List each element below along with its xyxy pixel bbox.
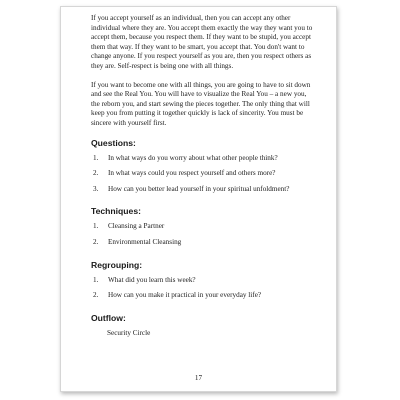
paragraph-real-you: If you want to become one with all things, you are going to have to sit down and see the Real You. You will have to visualize the Real You – a new you, the reborn you, and start sewing the pieces together. The only thing that will keep you from putting it together quickly is lack of sincerity. You must be sincere with yourself first. <box>91 80 311 127</box>
section-questions <box>91 138 313 195</box>
page-content <box>91 14 313 338</box>
questions-list <box>91 154 313 195</box>
section-heading-outflow: Outflow: <box>91 312 126 323</box>
section-heading-questions: Questions: <box>91 137 136 148</box>
list-item <box>91 222 313 232</box>
list-number: 2. <box>93 169 99 178</box>
list-number: 3. <box>93 184 99 193</box>
list-number: 2. <box>93 237 99 246</box>
list-item <box>91 169 313 179</box>
list-item <box>91 185 313 195</box>
list-item <box>91 276 313 286</box>
list-item <box>91 154 313 164</box>
list-item-text: In what ways could you respect yourself and others more? <box>108 169 276 178</box>
list-item-text: How can you better lead yourself in your spiritual unfoldment? <box>108 184 290 193</box>
list-number: 2. <box>93 291 99 300</box>
section-regrouping <box>91 260 313 301</box>
list-number: 1. <box>93 275 99 284</box>
paragraph-self-acceptance: If you accept yourself as an individual, then you can accept any other individual where they are. You accept them exactly the way they want you to accept them, because you respect them. If they want to be stupid, you accept them that way. If they want to be smart, you accept that. You don't want to change anyone. If you respect yourself as you are, then you respect others as they are. Self-respect is being one with all things. <box>91 14 313 70</box>
outflow-text: Security Circle <box>107 328 151 337</box>
page-number: 17 <box>194 374 203 382</box>
list-item-text: Cleansing a Partner <box>108 222 165 231</box>
section-heading-regrouping: Regrouping: <box>91 259 143 270</box>
list-item <box>91 291 313 301</box>
list-item-text: How can you make it practical in your everyday life? <box>108 291 262 300</box>
section-techniques <box>91 206 313 247</box>
list-item-text: Environmental Cleansing <box>108 237 182 246</box>
list-item-text: What did you learn this week? <box>108 275 196 284</box>
book-page <box>60 6 337 392</box>
list-item-text: In what ways do you worry about what other people think? <box>108 153 278 162</box>
list-item <box>91 238 313 248</box>
techniques-list <box>91 222 313 247</box>
list-number: 1. <box>93 153 99 162</box>
section-outflow <box>91 313 313 339</box>
regrouping-list <box>91 276 313 301</box>
section-heading-techniques: Techniques: <box>91 206 141 217</box>
list-number: 1. <box>93 222 99 231</box>
